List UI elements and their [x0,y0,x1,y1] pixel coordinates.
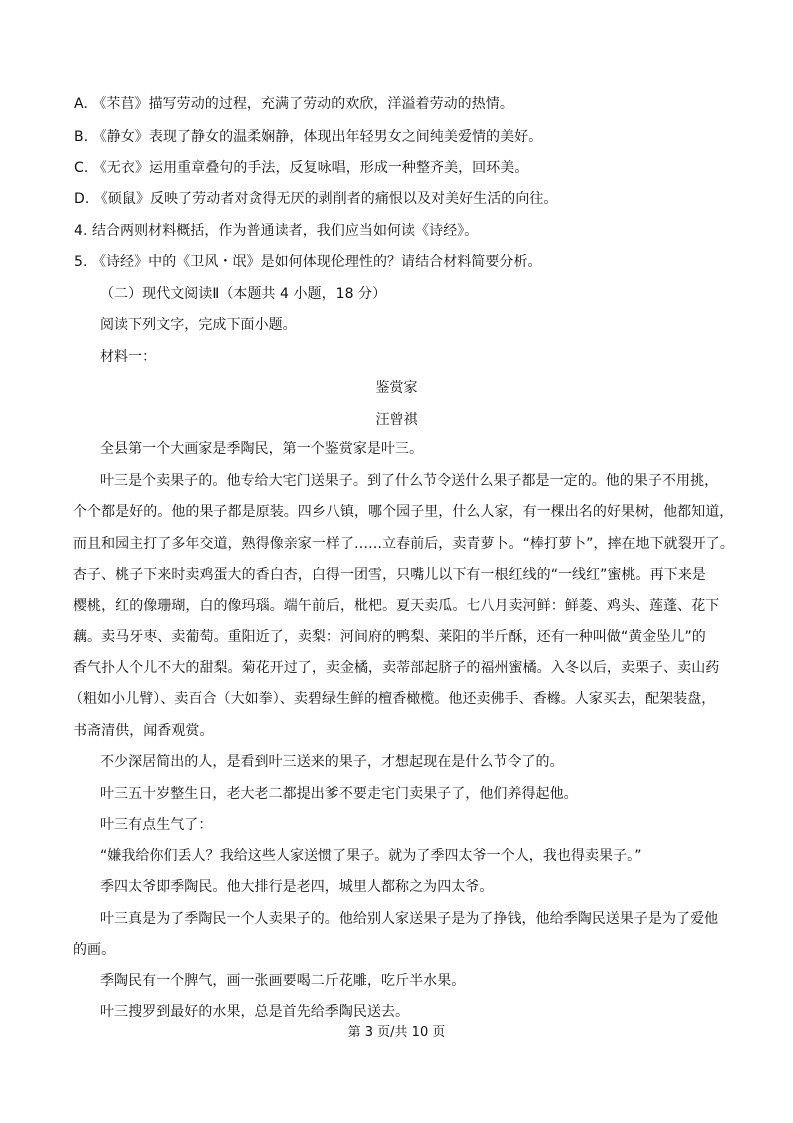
material-label: 材料一： [100,349,157,365]
paragraph-line: 全县第一个大画家是季陶民，第一个鉴赏家是叶三。 [100,441,424,457]
option-b: B. 《静女》表现了静女的温柔娴静，体现出年轻男女之间纯美爱情的美好。 [74,129,543,145]
paragraph-line: 书斋清供，闻香观赏。 [73,723,214,739]
paragraph-line: 季陶民有一个脾气，画一张画要喝二斤花雕，吃斤半水果。 [100,973,466,989]
question-4: 4. 结合两则材料概括，作为普通读者，我们应当如何读《诗经》。 [74,223,479,239]
article-author: 汪曾祺 [375,412,418,428]
page-number: 第 3 页/共 10 页 [347,1025,446,1040]
paragraph-line: 季四太爷即季陶民。他大排行是老四，城里人都称之为四太爷。 [100,879,494,895]
option-d: D. 《硕鼠》反映了劳动者对贪得无厌的剥削者的痛恨以及对美好生活的向往。 [74,191,558,207]
paragraph-line: 香气扑人个儿不大的甜梨。菊花开过了，卖金橘，卖蒂部起脐子的福州蜜橘。入冬以后，卖栗子、卖山药 [73,660,720,676]
paragraph-line: 叶三有点生气了： [100,817,213,833]
section-instruction: 阅读下列文字，完成下面小题。 [100,317,297,333]
paragraph-line: 杏子、桃子下来时卖鸡蛋大的香白杏，白得一团雪，只嘴儿以下有一根红线的“一线红”蜜桃。再下来是 [73,567,706,583]
paragraph-line: 叶三真是为了季陶民一个人卖果子的。他给别人家送果子是为了挣钱，他给季陶民送果子是为了爱他 [100,911,719,927]
paragraph-line: 而且和园主打了多年交道，熟得像亲家一样了……立春前后，卖青萝卜。“棒打萝卜”，摔在地下就裂开了。 [73,536,734,552]
option-a: A. 《芣苢》描写劳动的过程，充满了劳动的欢欣，洋溢着劳动的热情。 [74,96,514,112]
paragraph-line: 叶三搜罗到最好的水果，总是首先给季陶民送去。 [100,1004,410,1020]
option-c: C. 《无衣》运用重章叠句的手法，反复咏唱，形成一种整齐美，回环美。 [74,160,529,176]
article-title: 鉴赏家 [375,380,418,396]
question-5: 5. 《诗经》中的《卫风・氓》是如何体现伦理性的？请结合材料简要分析。 [74,254,542,270]
paragraph-line: 樱桃，红的像珊瑚，白的像玛瑙。端午前后，枇杷。夏天卖瓜。七八月卖河鲜：鲜菱、鸡头、莲蓬、花下 [73,598,720,614]
section-heading: （二）现代文阅读Ⅱ（本题共 4 小题，18 分） [100,286,387,302]
paragraph-line: 的画。 [73,942,116,958]
paragraph-line: （粗如小儿臂）、卖百合（大如拳）、卖碧绿生鲜的檀香橄榄。他还卖佛手、香橼。人家买去，配架装盘， [69,691,716,707]
paragraph-line: 个个都是好的。他的果子都是原装。四乡八镇，哪个园子里，什么人家，有一棵出名的好果树，他都知道， [73,504,734,520]
paragraph-line: 不少深居简出的人，是看到叶三送来的果子，才想起现在是什么节令了的。 [100,754,564,770]
paragraph-line: 藕。卖马牙枣、卖葡萄。重阳近了，卖梨：河间府的鸭梨、莱阳的半斤酥，还有一种叫做“黄金坠儿”的 [73,629,706,645]
paragraph-line: “嫌我给你们丢人？我给这些人家送惯了果子。就为了季四太爷一个人，我也得卖果子。” [100,848,642,864]
paragraph-line: 叶三是个卖果子的。他专给大宅门送果子。到了什么节令送什么果子都是一定的。他的果子不用挑， [100,473,719,489]
paragraph-line: 叶三五十岁整生日，老大老二都提出爹不要走宅门卖果子了，他们养得起他。 [100,786,578,802]
